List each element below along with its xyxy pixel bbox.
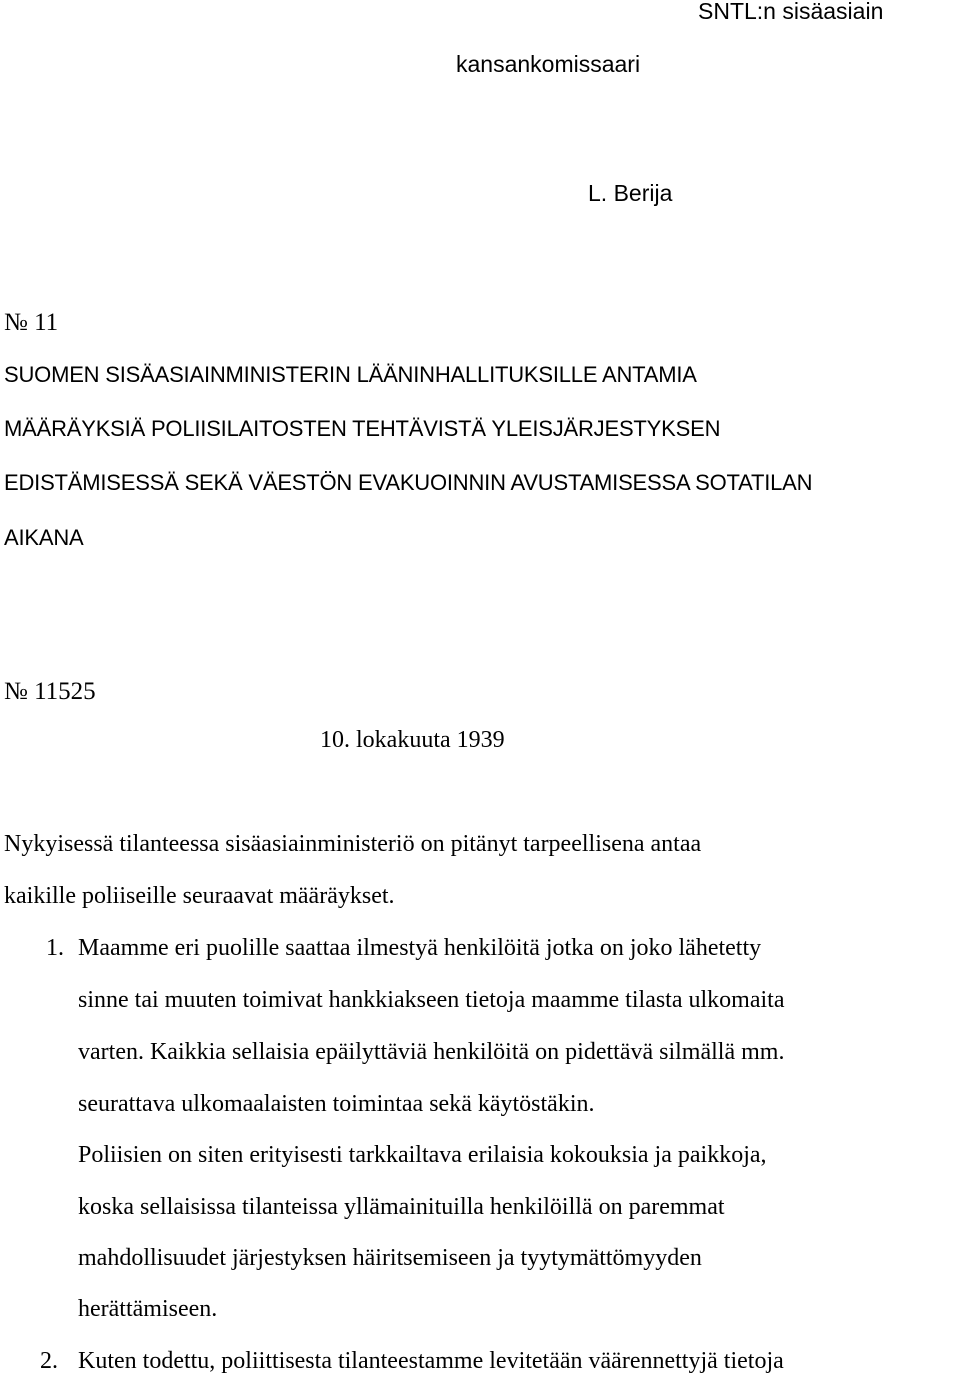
signatory-position-line-2: kansankomissaari [456, 51, 641, 77]
intro-line-2: kaikille poliiseille seuraavat määräykset. [4, 883, 395, 909]
document-title-line-1: SUOMEN SISÄASIAINMINISTERIN LÄÄNINHALLITUKSILLE ANTAMIA [4, 362, 697, 387]
item-1-line: mahdollisuudet järjestyksen häiritsemiseen ja tyytymättömyyden [78, 1245, 702, 1271]
item-2-marker: 2. [40, 1348, 58, 1374]
signatory-name: L. Berija [588, 180, 673, 206]
document-title-line-3: EDISTÄMISESSÄ SEKÄ VÄESTÖN EVAKUOINNIN AVUSTAMISESSA SOTATILAN [4, 470, 813, 495]
item-1-marker: 1. [46, 935, 64, 961]
item-1-line: seurattava ulkomaalaisten toimintaa sekä käytöstäkin. [78, 1091, 595, 1117]
item-1-line: koska sellaisissa tilanteissa yllämainituilla henkilöillä on paremmat [78, 1194, 725, 1220]
item-2-line: Kuten todettu, poliittisesta tilanteestamme levitetään väärennettyjä tietoja [78, 1348, 784, 1374]
document-number: № 11 [4, 309, 59, 336]
item-1-line: varten. Kaikkia sellaisia epäilyttäviä henkilöitä on pidettävä silmällä mm. [78, 1039, 785, 1065]
document-title-line-2: MÄÄRÄYKSIÄ POLIISILAITOSTEN TEHTÄVISTÄ YLEISJÄRJESTYKSEN [4, 416, 721, 441]
item-1-line: Poliisien on siten erityisesti tarkkailtava erilaisia kokouksia ja paikkoja, [78, 1142, 767, 1168]
document-title-line-4: AIKANA [4, 525, 84, 550]
signatory-position-line-1: SNTL:n sisäasiain [698, 0, 884, 24]
item-1-line: herättämiseen. [78, 1296, 218, 1322]
item-1-line: Maamme eri puolille saattaa ilmestyä henkilöitä jotka on joko lähetetty [78, 935, 762, 961]
order-number: № 11525 [4, 678, 96, 705]
intro-line-1: Nykyisessä tilanteessa sisäasiainministeriö on pitänyt tarpeellisena antaa [4, 831, 702, 857]
order-date: 10. lokakuuta 1939 [320, 727, 505, 753]
item-1-line: sinne tai muuten toimivat hankkiakseen tietoja maamme tilasta ulkomaita [78, 987, 785, 1013]
